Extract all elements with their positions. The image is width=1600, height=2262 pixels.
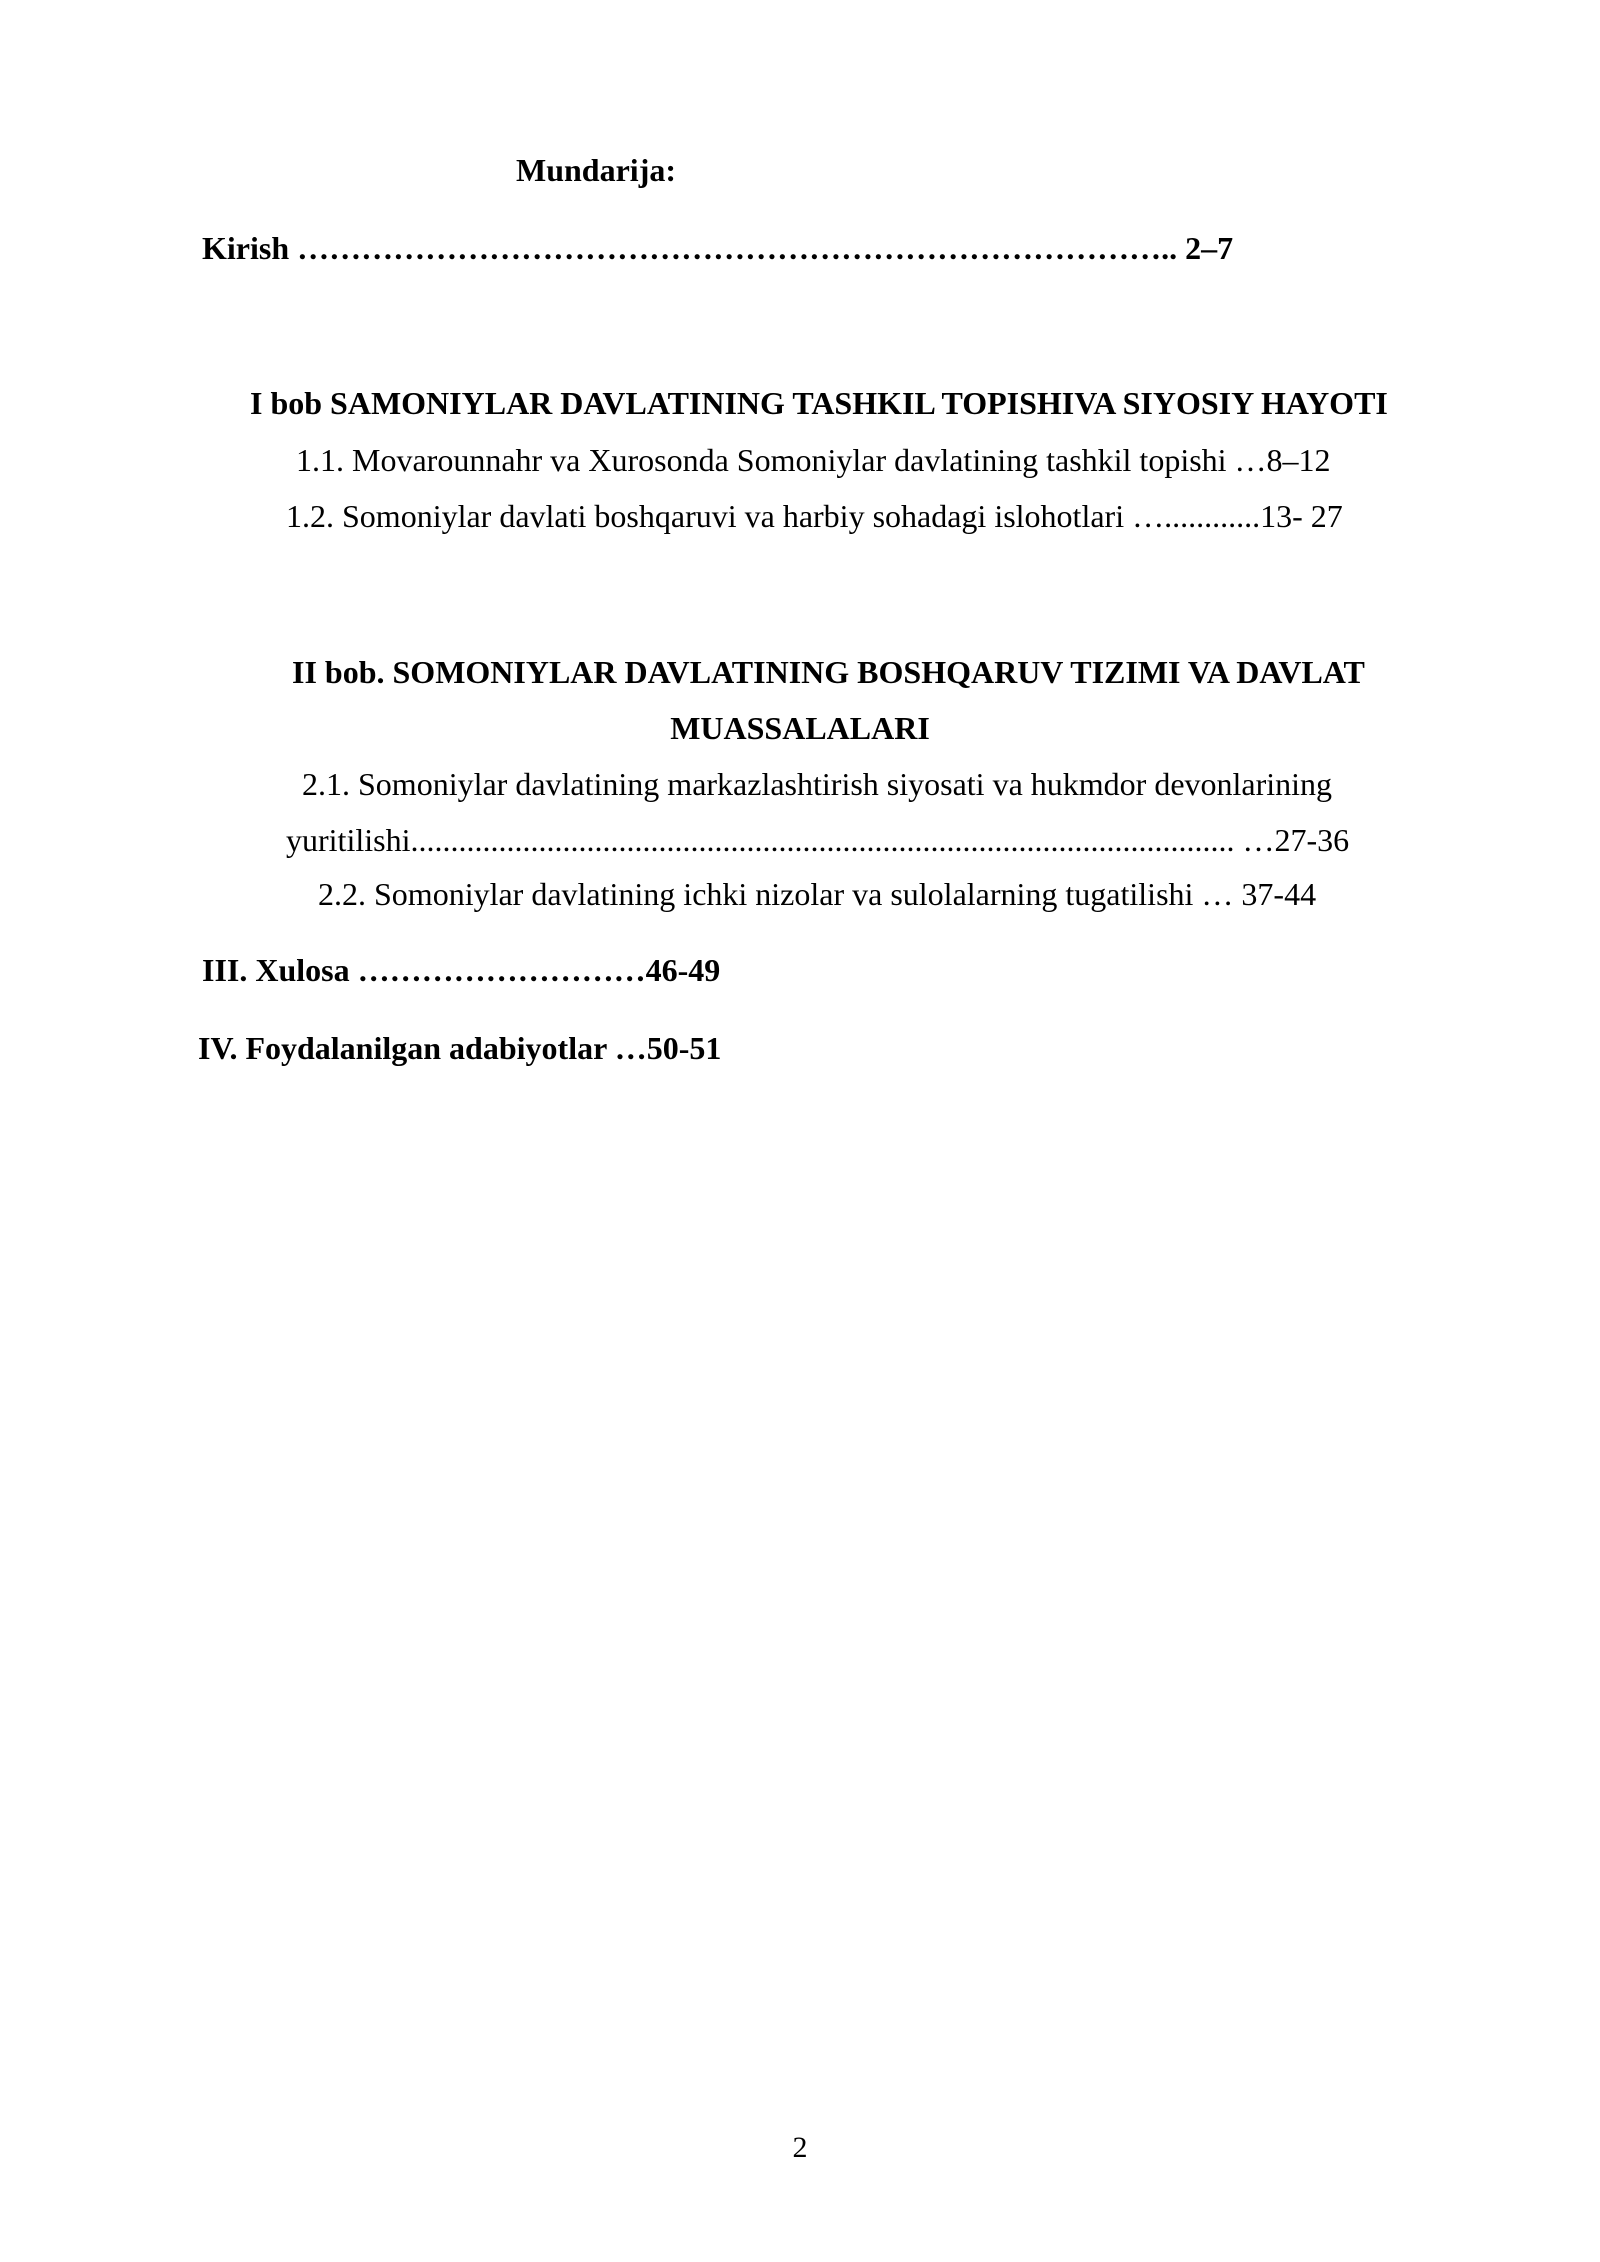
toc-entry-section-1-1: 1.1. Movarounnahr va Xurosonda Somoniylar davlatining tashkil topishi …8–12 (296, 442, 1331, 478)
chapter-1-heading: I bob SAMONIYLAR DAVLATINING TASHKIL TOPISHIVA SIYOSIY HAYOTI (250, 385, 1388, 421)
chapter-2-heading-line-1: II bob. SOMONIYLAR DAVLATINING BOSHQARUV TIZIMI VA DAVLAT (292, 654, 1365, 690)
toc-entry-section-1-2: 1.2. Somoniylar davlati boshqaruvi va harbiy sohadagi islohotlari …............13- 27 (286, 498, 1343, 534)
page-number: 2 (792, 2131, 808, 2164)
chapter-2-heading-line-2: MUASSALALARI (670, 710, 930, 746)
toc-entry-section-2-1-line-1: 2.1. Somoniylar davlatining markazlashtirish siyosati va hukmdor devonlarining (302, 766, 1333, 802)
toc-entry-references: IV. Foydalanilgan adabiyotlar …50-51 (198, 1030, 722, 1066)
toc-entry-intro: Kirish ……………………………………………………………………….. 2–7 (202, 230, 1234, 266)
toc-entry-conclusion: III. Xulosa ………………………46-49 (202, 952, 721, 988)
toc-title: Mundarija: (516, 152, 676, 188)
toc-entry-section-2-1-line-2: yuritilishi....................................................................................................... …27-36 (286, 822, 1350, 858)
toc-entry-section-2-2: 2.2. Somoniylar davlatining ichki nizolar va sulolalarning tugatilishi … 37-44 (318, 876, 1317, 912)
